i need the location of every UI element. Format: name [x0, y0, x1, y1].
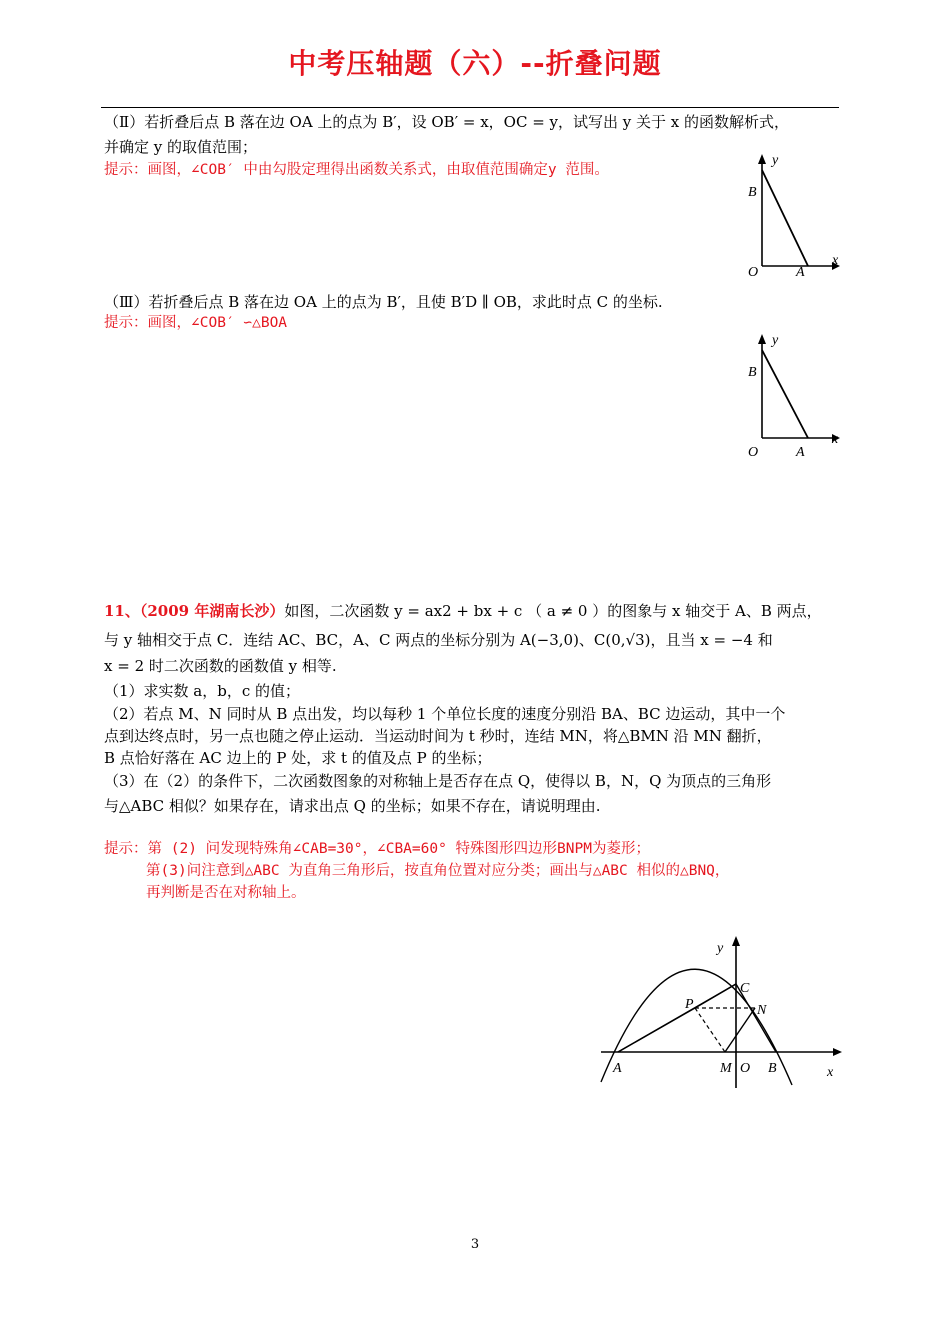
fig3-label-p: P [685, 997, 694, 1012]
figure-3-parabola [595, 930, 850, 1095]
page-title: 中考压轴题（六）--折叠问题 [288, 47, 662, 80]
fig1-label-b: B [748, 185, 757, 200]
fig1-label-y: y [772, 153, 779, 168]
part3-hint: 提示：画图，∠COB′ ∽△BOA [104, 315, 288, 331]
part2-hint: 提示：画图，∠COB′ 中由勾股定理得出函数关系式，由取值范围确定y 范围。 [104, 162, 609, 178]
fig2-label-y: y [772, 333, 779, 348]
fig3-parabola-curve [601, 969, 792, 1085]
fig3-label-o: O [740, 1061, 751, 1076]
fig3-segment-pm-dashed [695, 1008, 725, 1052]
fig3-label-n: N [757, 1003, 767, 1018]
fig1-y-arrow [758, 154, 766, 164]
fig1-label-a: A [796, 265, 805, 280]
problem11-line3: x = 2 时二次函数的函数值 y 相等. [104, 657, 337, 675]
part2-line1: （Ⅱ）若折叠后点 B 落在边 OA 上的点为 B′，设 OB′ = x，OC = y，试写出 y 关于 x 的函数解析式， [104, 113, 790, 131]
fig2-label-o: O [748, 445, 759, 460]
fig3-segment-ap [618, 1008, 695, 1052]
fig2-label-x: x [832, 432, 839, 447]
problem11-q3b: 与△ABC 相似？如果存在，请求出点 Q 的坐标；如果不存在，请说明理由. [104, 797, 601, 815]
problem11-hint2: 第(3)问注意到△ABC 为直角三角形后，按直角位置对应分类；画出与△ABC 相似的△BNQ， [146, 863, 730, 879]
figure-1-axes [740, 148, 850, 283]
fig2-segment-ab [762, 350, 808, 438]
fig1-segment-ab [762, 170, 808, 266]
fig3-label-c: C [740, 981, 750, 996]
part2-line2: 并确定 y 的取值范围； [104, 138, 258, 156]
fig3-x-arrow [833, 1048, 842, 1056]
fig3-label-x: x [827, 1065, 834, 1080]
part3-line1: （Ⅲ）若折叠后点 B 落在边 OA 上的点为 B′，且使 B′D ∥ OB，求此时点 C 的坐标. [104, 293, 663, 311]
problem11-q3a: （3）在（2）的条件下，二次函数图象的对称轴上是否存在点 Q，使得以 B，N，Q 为顶点的三角形 [104, 772, 772, 790]
fig1-label-o: O [748, 265, 759, 280]
problem11-line2: 与 y 轴相交于点 C．连结 AC、BC，A、C 两点的坐标分别为 A(−3,0)、C(0,√3)，且当 x = −4 和 [104, 631, 773, 649]
problem11-q2c: B 点恰好落在 AC 边上的 P 处，求 t 的值及点 P 的坐标； [104, 749, 492, 767]
figure-2-axes [740, 328, 850, 463]
problem11-line1 [104, 600, 822, 622]
fig3-label-m: M [720, 1061, 732, 1076]
fig2-label-b: B [748, 365, 757, 380]
fig3-segment-mn [725, 1008, 755, 1052]
fig3-label-a: A [613, 1061, 622, 1076]
problem11-hint1: 提示：第 (2) 问发现特殊角∠CAB=30°，∠CBA=60° 特殊图形四边形BNPM为菱形； [104, 841, 650, 857]
fig3-label-b: B [768, 1061, 777, 1076]
fig3-y-arrow [732, 936, 740, 946]
fig3-segment-pc [695, 984, 736, 1008]
problem11-intro: 如图，二次函数 y = ax2 + bx + c （ a ≠ 0 ）的图象与 x 轴交于 A、B 两点， [284, 602, 822, 620]
title-rule [101, 107, 839, 108]
fig2-label-a: A [796, 445, 805, 460]
problem11-q2a: （2）若点 M、N 同时从 B 点出发，均以每秒 1 个单位长度的速度分别沿 BA、BC 边运动，其中一个 [104, 705, 786, 723]
page-number: 3 [470, 1237, 480, 1252]
fig1-label-x: x [832, 253, 839, 268]
problem11-q2b: 点到达终点时，另一点也随之停止运动．当运动时间为 t 秒时，连结 MN，将△BMN 沿 MN 翻折， [104, 727, 772, 745]
problem11-number: 11、（2009 年湖南长沙） [104, 602, 285, 620]
problem11-q1: （1）求实数 a，b，c 的值； [104, 682, 301, 700]
fig2-y-arrow [758, 334, 766, 344]
problem11-hint3: 再判断是否在对称轴上。 [146, 885, 306, 901]
fig3-label-y: y [717, 941, 724, 956]
